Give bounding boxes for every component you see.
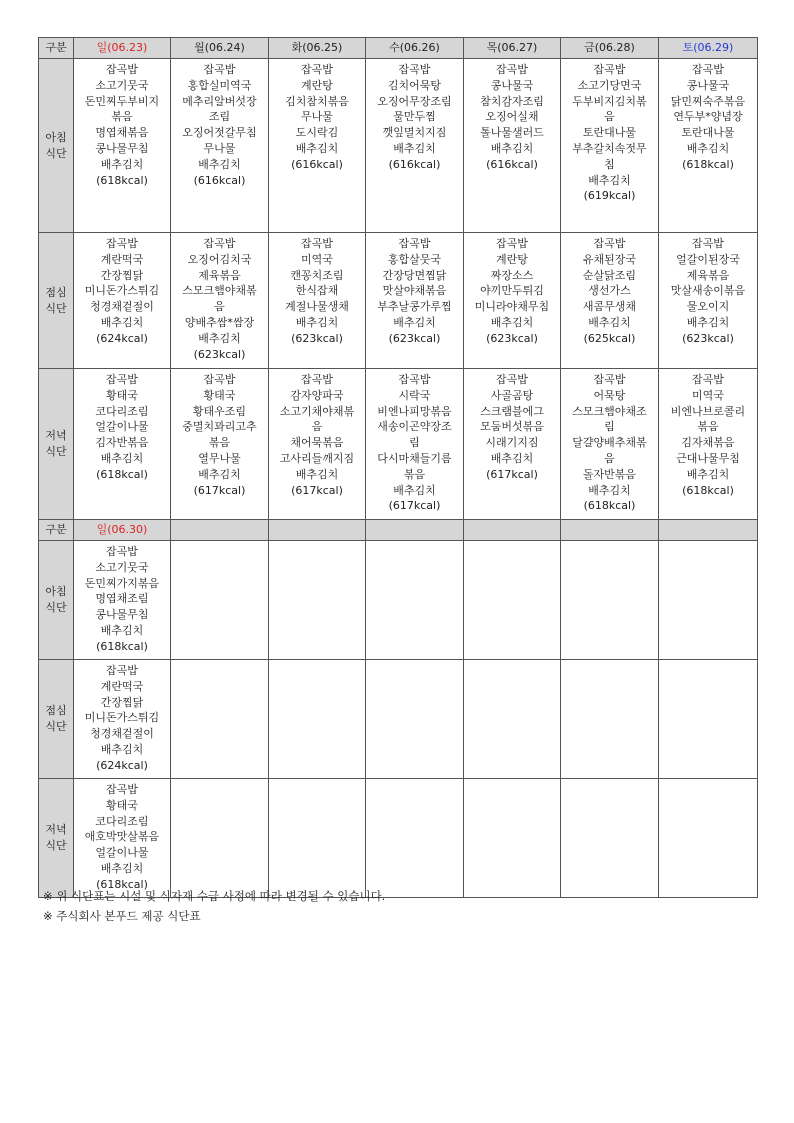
empty-header-cell bbox=[659, 520, 758, 541]
menu-item: 잡곡밥 bbox=[106, 237, 138, 250]
dinner-row bbox=[39, 779, 758, 898]
menu-item: 감자양파국 bbox=[290, 388, 344, 402]
menu-item: 잡곡밥 bbox=[106, 783, 138, 796]
empty-header-cell bbox=[561, 520, 659, 541]
menu-item: 돌자반볶음 bbox=[582, 467, 637, 481]
menu-item: 돈민찌가지볶음 bbox=[84, 576, 160, 590]
menu-item: 배추김치 bbox=[100, 742, 144, 756]
menu-item: (618kcal) bbox=[682, 483, 734, 497]
menu-item: 배추김치 bbox=[588, 315, 631, 329]
menu-item: 잡곡밥 bbox=[301, 237, 333, 250]
menu-item: 어묵탕 bbox=[593, 388, 626, 402]
menu-item: 배추김치 bbox=[490, 451, 534, 465]
menu-cell bbox=[659, 59, 758, 233]
menu-item: 음 bbox=[604, 451, 615, 465]
menu-item: (617kcal) bbox=[486, 467, 538, 481]
empty-cell bbox=[464, 660, 561, 779]
menu-item: 애호박맛살볶음 bbox=[84, 830, 160, 844]
menu-item: 간장당면찜닭 bbox=[382, 268, 447, 282]
empty-cell bbox=[366, 660, 464, 779]
menu-item: (618kcal) bbox=[96, 877, 148, 891]
footnotes bbox=[43, 886, 385, 926]
menu-cell bbox=[74, 59, 171, 233]
menu-cell bbox=[366, 369, 464, 520]
menu-item: 배추김치 bbox=[686, 141, 730, 155]
menu-item: 명엽채조림 bbox=[95, 592, 149, 606]
lunch-row bbox=[39, 660, 758, 779]
menu-item: 새콤무생채 bbox=[582, 300, 637, 314]
menu-item: 계란탕 bbox=[301, 78, 333, 92]
menu-item: 황태국 bbox=[106, 798, 138, 812]
menu-item: 물만두찜 bbox=[393, 110, 436, 124]
menu-item: 맛살야채볶음 bbox=[382, 284, 447, 298]
menu-item: 맛살새송이볶음 bbox=[670, 284, 746, 298]
menu-item: 모둠버섯볶음 bbox=[480, 420, 544, 434]
menu-item: 물오이지 bbox=[686, 300, 730, 314]
menu-cell bbox=[659, 233, 758, 369]
menu-item: 김자반볶음 bbox=[95, 436, 149, 450]
menu-item: 잡곡밥 bbox=[398, 373, 431, 386]
week1-header-row bbox=[39, 38, 758, 59]
menu-item: (616kcal) bbox=[291, 157, 343, 171]
menu-item: 시래기지짐 bbox=[485, 436, 539, 450]
menu-item: 무나물 bbox=[301, 110, 333, 124]
day-header-sunday: 일(06.23) bbox=[74, 38, 171, 59]
menu-item: 부추갈치속젓무 bbox=[572, 141, 647, 155]
menu-item: 코다리조림 bbox=[95, 404, 149, 418]
menu-cell bbox=[366, 59, 464, 233]
menu-item: 계절나물생채 bbox=[285, 300, 349, 314]
menu-item: 계란떡국 bbox=[100, 679, 144, 693]
empty-header-cell bbox=[366, 520, 464, 541]
menu-item: 청경채겉절이 bbox=[90, 727, 154, 741]
menu-cell bbox=[561, 59, 659, 233]
menu-item: 잡곡밥 bbox=[203, 373, 236, 386]
menu-item: 황태우조림 bbox=[192, 404, 247, 418]
menu-item: 채어묵볶음 bbox=[290, 436, 344, 450]
menu-item: 사골곰탕 bbox=[490, 388, 534, 402]
menu-item: 잡곡밥 bbox=[106, 545, 138, 558]
menu-item: 볶음 bbox=[111, 110, 133, 124]
empty-header-cell bbox=[269, 520, 366, 541]
menu-item: 황태국 bbox=[106, 388, 138, 402]
menu-item: 배추김치 bbox=[588, 483, 631, 497]
menu-cell bbox=[464, 59, 561, 233]
menu-cell bbox=[659, 369, 758, 520]
menu-item: 김치어묵탕 bbox=[387, 78, 442, 92]
menu-item: 잡곡밥 bbox=[203, 237, 236, 250]
menu-item: 김자채볶음 bbox=[681, 436, 735, 450]
empty-cell bbox=[269, 779, 366, 898]
menu-item: (618kcal) bbox=[96, 173, 148, 187]
breakfast-row bbox=[39, 541, 758, 660]
menu-item: 스모크햄야채조 bbox=[572, 404, 647, 418]
menu-item: 잡곡밥 bbox=[692, 63, 724, 76]
menu-item: 미니라야채무침 bbox=[474, 300, 550, 314]
menu-item: 배추김치 bbox=[490, 141, 534, 155]
lunch-row bbox=[39, 233, 758, 369]
menu-item: 볶음 bbox=[208, 436, 231, 450]
menu-item: 잡곡밥 bbox=[593, 237, 626, 250]
menu-item: 간장찜닭 bbox=[100, 268, 144, 282]
menu-item: (618kcal) bbox=[96, 467, 148, 481]
menu-item: 메추리알버섯장 bbox=[182, 94, 257, 108]
menu-cell bbox=[269, 369, 366, 520]
menu-item: 두부비지김치볶 bbox=[572, 94, 647, 108]
menu-item: 배추김치 bbox=[100, 451, 144, 465]
menu-item: 열무나물 bbox=[198, 451, 241, 465]
menu-item: 잡곡밥 bbox=[593, 63, 626, 76]
day-header-monday: 월(06.24) bbox=[171, 38, 269, 59]
menu-item: 잡곡밥 bbox=[496, 63, 528, 76]
menu-item: 야끼만두튀김 bbox=[480, 284, 544, 298]
menu-cell bbox=[464, 233, 561, 369]
menu-item: 생선가스 bbox=[588, 284, 631, 298]
menu-item: 유채된장국 bbox=[582, 252, 637, 266]
menu-item: 배추김치 bbox=[100, 623, 144, 637]
menu-item: 깻잎멸치지짐 bbox=[382, 126, 447, 140]
menu-item: 순살닭조림 bbox=[582, 268, 637, 282]
meal-plan-table bbox=[38, 37, 758, 898]
meal-label-dinner: 저녁 식단 bbox=[39, 369, 74, 520]
menu-item: 토란대나물 bbox=[582, 126, 637, 140]
menu-item: 달걀양배추채볶 bbox=[572, 436, 647, 450]
menu-item: 배추김치 bbox=[393, 141, 436, 155]
menu-item: 중멸치꽈리고추 bbox=[182, 420, 257, 434]
menu-item: 음 bbox=[604, 110, 615, 124]
menu-item: 다시마채들기름 bbox=[377, 451, 452, 465]
menu-item: (619kcal) bbox=[583, 189, 636, 203]
category-header: 구분 bbox=[39, 520, 74, 541]
menu-item: 간장찜닭 bbox=[100, 695, 144, 709]
menu-item: 고사리들깨지짐 bbox=[279, 451, 355, 465]
empty-cell bbox=[659, 541, 758, 660]
menu-item: 얼갈이나물 bbox=[95, 420, 149, 434]
category-header: 구분 bbox=[39, 38, 74, 59]
menu-item: 배추김치 bbox=[198, 157, 241, 171]
menu-item: 잡곡밥 bbox=[692, 237, 724, 250]
menu-item: 새송이곤약장조 bbox=[377, 420, 452, 434]
menu-item: (623kcal) bbox=[193, 347, 246, 361]
menu-item: (618kcal) bbox=[96, 639, 148, 653]
menu-item: 비엔나브로콜리 bbox=[670, 404, 746, 418]
menu-item: (616kcal) bbox=[486, 157, 538, 171]
menu-item: 스모크햄야채볶 bbox=[182, 284, 257, 298]
menu-item: 짜장소스 bbox=[490, 268, 534, 282]
menu-item: 캔꽁치조림 bbox=[290, 268, 344, 282]
menu-item: (617kcal) bbox=[193, 483, 246, 497]
day-header-wednesday: 수(06.26) bbox=[366, 38, 464, 59]
menu-item: 림 bbox=[604, 420, 615, 434]
day-header-sunday: 일(06.30) bbox=[74, 520, 171, 541]
menu-item: 한식잡채 bbox=[295, 284, 339, 298]
menu-item: 볶음 bbox=[403, 467, 426, 481]
menu-item: 무나물 bbox=[203, 141, 236, 155]
breakfast-row bbox=[39, 59, 758, 233]
empty-cell bbox=[269, 660, 366, 779]
empty-header-cell bbox=[464, 520, 561, 541]
menu-item: 음 bbox=[214, 300, 225, 314]
empty-cell bbox=[659, 779, 758, 898]
menu-item: 제육볶음 bbox=[686, 268, 730, 282]
menu-item: 배추김치 bbox=[588, 173, 631, 187]
menu-item: 연두부*양념장 bbox=[673, 110, 743, 124]
day-header-friday: 금(06.28) bbox=[561, 38, 659, 59]
menu-cell bbox=[171, 233, 269, 369]
menu-item: 잡곡밥 bbox=[106, 373, 138, 386]
footnote-change-notice: ※ 위 식단표는 시설 및 식자재 수급 사정에 따라 변경될 수 있습니다. bbox=[43, 889, 386, 903]
empty-cell bbox=[464, 541, 561, 660]
menu-item: 배추김치 bbox=[490, 315, 534, 329]
menu-item: (623kcal) bbox=[388, 331, 441, 345]
menu-cell bbox=[464, 369, 561, 520]
menu-item: 토란대나물 bbox=[681, 126, 735, 140]
menu-item: 홍합실미역국 bbox=[187, 78, 252, 92]
menu-cell bbox=[561, 369, 659, 520]
menu-item: 오징어젓갈무침 bbox=[182, 126, 257, 140]
menu-item: (625kcal) bbox=[583, 331, 636, 345]
meal-label-breakfast: 아침 식단 bbox=[39, 59, 74, 233]
menu-item: 잡곡밥 bbox=[398, 237, 431, 250]
menu-item: 스크램블에그 bbox=[480, 404, 544, 418]
menu-item: 배추김치 bbox=[295, 467, 339, 481]
menu-item: 소고기뭇국 bbox=[95, 560, 149, 574]
menu-item: 미역국 bbox=[301, 252, 333, 266]
menu-item: 김치참치볶음 bbox=[285, 94, 349, 108]
menu-cell bbox=[74, 660, 171, 779]
menu-item: (623kcal) bbox=[291, 331, 343, 345]
empty-cell bbox=[269, 541, 366, 660]
menu-item: 잡곡밥 bbox=[301, 63, 333, 76]
menu-item: 볶음 bbox=[697, 420, 719, 434]
menu-item: 배추김치 bbox=[198, 331, 241, 345]
menu-cell bbox=[171, 369, 269, 520]
menu-item: 잡곡밥 bbox=[496, 237, 528, 250]
menu-item: 소고기당면국 bbox=[577, 78, 642, 92]
menu-item: 잡곡밥 bbox=[106, 664, 138, 677]
menu-cell bbox=[366, 233, 464, 369]
menu-item: 림 bbox=[409, 436, 420, 450]
empty-cell bbox=[561, 779, 659, 898]
empty-cell bbox=[561, 541, 659, 660]
menu-item: 참치감자조림 bbox=[480, 94, 544, 108]
menu-item: 근대나물무침 bbox=[676, 451, 740, 465]
menu-item: 잡곡밥 bbox=[692, 373, 724, 386]
menu-item: 잡곡밥 bbox=[496, 373, 528, 386]
menu-item: 배추김치 bbox=[686, 315, 730, 329]
empty-cell bbox=[659, 660, 758, 779]
menu-item: 잡곡밥 bbox=[203, 63, 236, 76]
menu-item: 오징어실채 bbox=[485, 110, 539, 124]
menu-item: 배추김치 bbox=[686, 467, 730, 481]
empty-cell bbox=[171, 779, 269, 898]
menu-cell bbox=[74, 369, 171, 520]
week2-header-row bbox=[39, 520, 758, 541]
dinner-row bbox=[39, 369, 758, 520]
menu-item: 배추김치 bbox=[198, 467, 241, 481]
menu-item: 콩나물국 bbox=[686, 78, 730, 92]
menu-item: (616kcal) bbox=[193, 173, 246, 187]
menu-item: 황태국 bbox=[203, 388, 236, 402]
empty-cell bbox=[464, 779, 561, 898]
menu-item: 도시락김 bbox=[295, 126, 339, 140]
day-header-thursday: 목(06.27) bbox=[464, 38, 561, 59]
menu-item: 미역국 bbox=[692, 388, 724, 402]
menu-item: 침 bbox=[604, 157, 615, 171]
menu-item: 계란떡국 bbox=[100, 252, 144, 266]
footnote-provider: ※ 주식회사 본푸드 제공 식단표 bbox=[43, 909, 201, 923]
menu-item: 오징어김치국 bbox=[187, 252, 252, 266]
menu-item: 잡곡밥 bbox=[301, 373, 333, 386]
menu-item: 배추김치 bbox=[295, 315, 339, 329]
menu-item: 잡곡밥 bbox=[593, 373, 626, 386]
menu-cell bbox=[171, 59, 269, 233]
day-header-tuesday: 화(06.25) bbox=[269, 38, 366, 59]
menu-item: 콩나물무침 bbox=[95, 141, 149, 155]
empty-cell bbox=[366, 779, 464, 898]
meal-label-lunch: 점심 식단 bbox=[39, 660, 74, 779]
empty-cell bbox=[171, 660, 269, 779]
menu-item: (624kcal) bbox=[96, 331, 148, 345]
empty-cell bbox=[171, 541, 269, 660]
menu-item: (618kcal) bbox=[583, 499, 636, 513]
menu-item: 양배추쌈*쌈장 bbox=[184, 315, 255, 329]
menu-item: 배추김치 bbox=[393, 483, 436, 497]
menu-item: 비엔나피망볶음 bbox=[377, 404, 452, 418]
menu-cell bbox=[561, 233, 659, 369]
menu-item: 얼갈이나물 bbox=[95, 846, 149, 860]
menu-item: 잡곡밥 bbox=[398, 63, 431, 76]
menu-cell bbox=[74, 779, 171, 898]
meal-label-dinner: 저녁 식단 bbox=[39, 779, 74, 898]
menu-item: (623kcal) bbox=[486, 331, 538, 345]
menu-item: (623kcal) bbox=[682, 331, 734, 345]
menu-item: (617kcal) bbox=[388, 499, 441, 513]
menu-item: 닭민찌숙주볶음 bbox=[670, 94, 746, 108]
menu-item: 소고기채야채볶 bbox=[279, 404, 355, 418]
empty-cell bbox=[366, 541, 464, 660]
menu-item: 코다리조림 bbox=[95, 814, 149, 828]
menu-item: 미니돈가스튀김 bbox=[84, 284, 160, 298]
menu-item: 잡곡밥 bbox=[106, 63, 138, 76]
menu-item: (617kcal) bbox=[291, 483, 343, 497]
menu-item: 얼갈이된장국 bbox=[676, 252, 740, 266]
menu-item: 배추김치 bbox=[100, 315, 144, 329]
menu-item: 오징어무장조림 bbox=[377, 94, 452, 108]
empty-cell bbox=[561, 660, 659, 779]
menu-item: (618kcal) bbox=[682, 157, 734, 171]
menu-item: 명엽채볶음 bbox=[95, 126, 149, 140]
day-header-saturday: 토(06.29) bbox=[659, 38, 758, 59]
menu-cell bbox=[74, 541, 171, 660]
menu-item: 시락국 bbox=[398, 388, 431, 402]
menu-item: 소고기뭇국 bbox=[95, 78, 149, 92]
menu-item: 배추김치 bbox=[100, 157, 144, 171]
menu-cell bbox=[269, 59, 366, 233]
menu-item: 콩나물무침 bbox=[95, 608, 149, 622]
menu-item: 홍합살뭇국 bbox=[387, 252, 442, 266]
menu-item: 청경채겉절이 bbox=[90, 300, 154, 314]
menu-item: 제육볶음 bbox=[198, 268, 241, 282]
menu-item: 톨나물샐러드 bbox=[480, 126, 544, 140]
menu-item: 콩나물국 bbox=[490, 78, 534, 92]
menu-item: 배추김치 bbox=[393, 315, 436, 329]
menu-item: 음 bbox=[311, 420, 323, 434]
menu-item: 배추김치 bbox=[295, 141, 339, 155]
menu-cell bbox=[269, 233, 366, 369]
menu-item: (624kcal) bbox=[96, 758, 148, 772]
menu-item: 배추김치 bbox=[100, 861, 144, 875]
menu-item: 계란탕 bbox=[496, 252, 528, 266]
menu-cell bbox=[74, 233, 171, 369]
menu-item: 부추날콩가루찜 bbox=[377, 300, 452, 314]
menu-item: (616kcal) bbox=[388, 157, 441, 171]
menu-item: 조림 bbox=[208, 110, 231, 124]
menu-item: 미니돈가스튀김 bbox=[84, 711, 160, 725]
menu-item: 돈민찌두부비지 bbox=[84, 94, 160, 108]
meal-label-breakfast: 아침 식단 bbox=[39, 541, 74, 660]
empty-header-cell bbox=[171, 520, 269, 541]
meal-label-lunch: 점심 식단 bbox=[39, 233, 74, 369]
